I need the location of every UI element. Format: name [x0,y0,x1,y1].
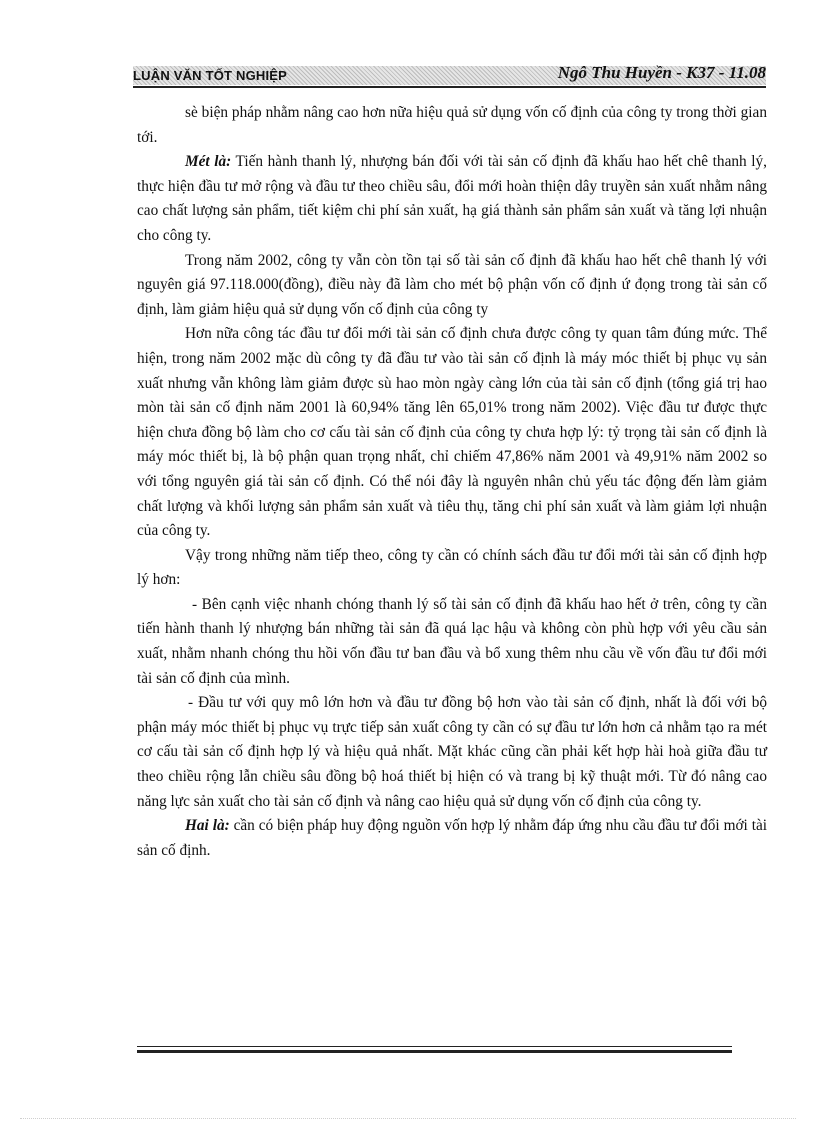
paragraph-text: Vậy trong những năm tiếp theo, công ty cần có chính sách đầu tư đổi mới tài sản cố định hợp lý hơn: [137,546,767,589]
paragraph-text: - Đầu tư với quy mô lớn hơn và đầu tư đồng bộ hơn vào tài sản cố định, nhất là đối với bộ phận máy móc thiết bị phục vụ trực tiếp sản xuất công ty cần có sự đầu tư lớn hơn cả nhằm tạo ra mét cơ cấu tài sản cố định hợp lý và hiệu quả nhất. Mặt khác cũng cần phải kết hợp hài hoà giữa đầu tư theo chiều rộng lẫn chiều sâu đồng bộ hoá thiết bị hiện có và trang bị kỹ thuật mới. Từ đó nâng cao năng lực sản xuất cho tài sản cố định và nâng cao hiệu quả sử dụng vốn cố định của công ty. [137,694,767,810]
header-author: Ngô Thu Huyền - K37 - 11.08 [557,63,766,82]
paragraph [137,691,767,814]
paragraph-text: cần có biện pháp huy động nguồn vốn hợp lý nhằm đáp ứng nhu cầu đầu tư đổi mới tài sản cố định. [137,817,768,859]
header-title: LUẬN VĂN TỐT NGHIỆP [133,68,288,83]
paragraph-text: Tiến hành thanh lý, nhượng bán đối với tài sản cố định đã khấu hao hết chê thanh lý, thực hiện đầu tư mở rộng và đầu tư theo chiều sâu, đổi mới hoàn thiện dây truyền sản xuất nhằm nâng cao chất lượng sản phẩm, tiết kiệm chi phí sản xuất, hạ giá thành sản phẩm sản xuất và tăng lợi nhuận cho công ty. [137,153,767,244]
header-rule [133,86,766,88]
paragraph [137,814,767,863]
paragraph-lead: Hai là: [185,817,230,835]
paragraph [137,544,767,593]
body-text [137,101,767,863]
paragraph [137,249,767,323]
paragraph [137,101,767,150]
paragraph-text: Hơn nữa công tác đầu tư đổi mới tài sản cố định chưa được công ty quan tâm đúng mức. Thể hiện, trong năm 2002 mặc dù công ty đã đầu tư vào tài sản cố định là máy móc thiết bị phục vụ sản xuất nhưng vẫn không làm giảm được sù hao mòn ngày càng lớn của tài sản cố định (tổng giá trị hao mòn tài sản cố định năm 2001 là 60,94% tăng lên 65,01% trong năm 2002). Việc đầu tư được thực hiện chưa đồng bộ làm cho cơ cấu tài sản cố định của công ty chưa hợp lý: tỷ trọng tài sản cố định là máy móc thiết bị, là bộ phận quan trọng nhất, chỉ chiếm 47,86% năm 2001 và 49,91% năm 2002 so với tổng nguyên giá tài sản cố định. Có thể nói đây là nguyên nhân chủ yếu tác động đến làm giảm chất lượng và khối lượng sản phẩm sản xuất và tiêu thụ, tăng chi phí sản xuất và làm giảm lợi nhuận của công ty. [137,325,767,540]
paragraph [137,150,767,248]
paragraph-lead: Mét là: [185,153,232,171]
footer-rule-thick [137,1050,732,1053]
paragraph-text: Trong năm 2002, công ty vẫn còn tồn tại số tài sản cố định đã khấu hao hết chê thanh lý với nguyên giá 97.118.000(đồng), điều này đã làm cho mét bộ phận vốn cố định ứ đọng trong tài sản cố định, làm giảm hiệu quả sử dụng vốn cố định của công ty [137,251,767,318]
footer-rule [137,1046,732,1047]
paragraph [137,322,767,543]
page-edge-dots [20,1118,796,1119]
paragraph [137,593,767,691]
paragraph-text: - Bên cạnh việc nhanh chóng thanh lý số tài sản cố định đã khấu hao hết ở trên, công ty cần tiến hành thanh lý nhượng bán những tài sản đã quá lạc hậu và không còn phù hợp với yêu cầu sản xuất, nhằm nhanh chóng thu hồi vốn đầu tư ban đầu và bổ xung thêm nhu cầu về vốn đầu tư đổi mới tài sản cố định của mình. [137,595,767,687]
paragraph-text: sè biện pháp nhằm nâng cao hơn nữa hiệu quả sử dụng vốn cố định của công ty trong thời gian tới. [137,104,767,146]
